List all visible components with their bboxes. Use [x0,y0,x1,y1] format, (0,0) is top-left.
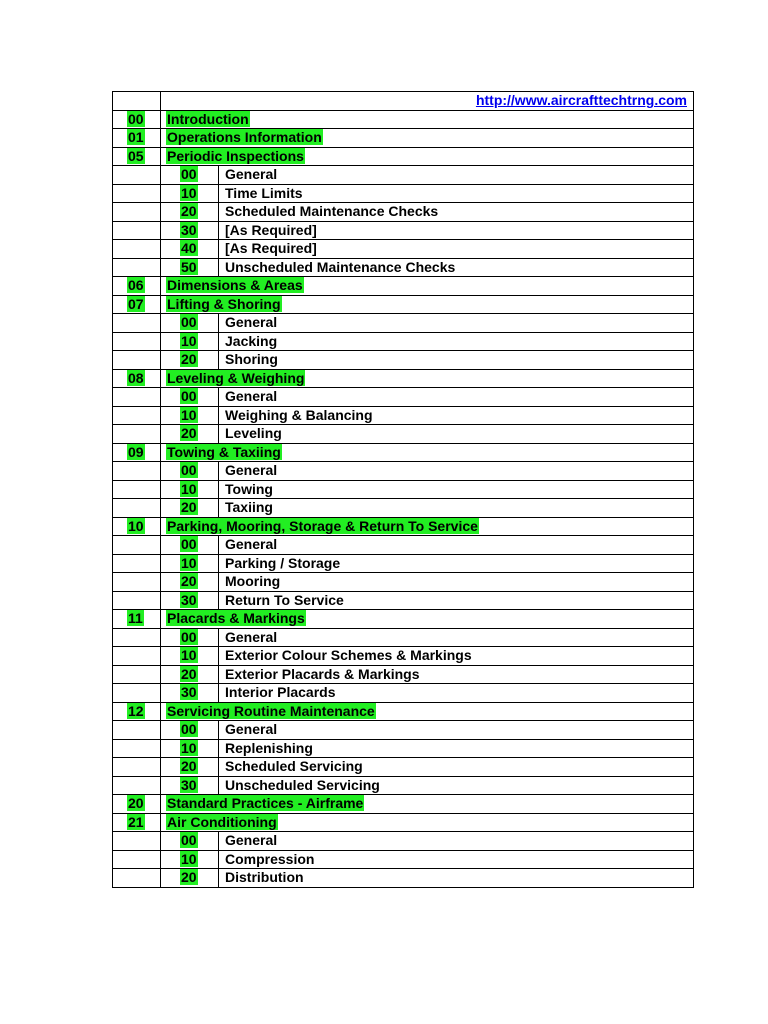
section-row [113,850,694,869]
section-title-cell [219,480,694,499]
chapter-title-cell [161,443,694,462]
section-code: 00 [181,536,197,553]
section-code-cell [161,684,219,703]
section-blank-cell [113,388,161,407]
section-title-cell [219,221,694,240]
section-code-cell [161,573,219,592]
chapter-title-cell [161,295,694,314]
website-link[interactable]: http://www.aircrafttechtrng.com [475,92,687,109]
section-code: 10 [181,647,197,664]
section-row [113,184,694,203]
section-title: Distribution [225,869,304,886]
section-title-cell [219,184,694,203]
section-code-cell [161,221,219,240]
chapter-title: Dimensions & Areas [167,277,303,294]
section-row [113,203,694,222]
ata-table-body [113,92,694,888]
section-blank-cell [113,739,161,758]
chapter-code-cell [113,813,161,832]
section-code-cell [161,776,219,795]
section-blank-cell [113,258,161,277]
ata-chapter-table [112,91,694,888]
section-code-cell [161,721,219,740]
url-row [113,92,694,111]
section-title-cell [219,388,694,407]
section-row [113,536,694,555]
section-title: Scheduled Maintenance Checks [225,203,439,220]
section-title: General [225,388,278,405]
chapter-code: 05 [128,147,144,164]
chapter-title-cell [161,813,694,832]
section-row [113,776,694,795]
section-code-cell [161,850,219,869]
section-row [113,314,694,333]
section-blank-cell [113,351,161,370]
section-title: Return To Service [225,591,344,608]
section-blank-cell [113,240,161,259]
chapter-code-cell [113,517,161,536]
section-code: 20 [181,573,197,590]
section-code: 20 [181,499,197,516]
section-blank-cell [113,332,161,351]
chapter-row [113,110,694,129]
section-row [113,758,694,777]
chapter-code-cell [113,277,161,296]
section-title: General [225,536,278,553]
section-title-cell [219,240,694,259]
section-code-cell [161,351,219,370]
chapter-code-cell [113,129,161,148]
chapter-row [113,517,694,536]
section-blank-cell [113,832,161,851]
section-title: Shoring [225,351,278,368]
section-title: Time Limits [225,184,303,201]
section-blank-cell [113,869,161,888]
chapter-title: Periodic Inspections [167,147,304,164]
section-title-cell [219,739,694,758]
section-title-cell [219,314,694,333]
section-title-cell [219,647,694,666]
section-row [113,554,694,573]
section-code: 00 [181,628,197,645]
section-title-cell [219,166,694,185]
chapter-code: 11 [128,610,143,627]
section-code: 30 [181,221,197,238]
chapter-title-cell [161,610,694,629]
section-code: 10 [181,554,197,571]
chapter-title: Towing & Taxiing [167,443,281,460]
section-title: [As Required] [225,240,317,257]
chapter-code: 20 [128,795,144,812]
chapter-title: Air Conditioning [167,813,277,830]
section-row [113,221,694,240]
section-blank-cell [113,591,161,610]
section-code-cell [161,388,219,407]
chapter-code: 00 [128,110,144,127]
section-code: 10 [181,184,197,201]
chapter-code: 09 [128,443,144,460]
section-title-cell [219,203,694,222]
section-row [113,388,694,407]
chapter-title-cell [161,110,694,129]
chapter-code-cell [113,702,161,721]
chapter-title: Operations Information [167,129,322,146]
section-row [113,462,694,481]
section-row [113,684,694,703]
section-blank-cell [113,406,161,425]
section-code-cell [161,332,219,351]
section-title: Exterior Placards & Markings [225,665,420,682]
chapter-row [113,369,694,388]
section-title: Scheduled Servicing [225,758,363,775]
section-code-cell [161,665,219,684]
section-blank-cell [113,573,161,592]
section-code: 20 [181,425,197,442]
section-blank-cell [113,536,161,555]
section-code-cell [161,554,219,573]
section-title-cell [219,758,694,777]
chapter-title: Standard Practices - Airframe [167,795,364,812]
chapter-code-cell [113,147,161,166]
chapter-title: Introduction [167,110,249,127]
section-code: 10 [181,850,197,867]
chapter-row [113,129,694,148]
chapter-title-cell [161,517,694,536]
section-row [113,591,694,610]
section-row [113,480,694,499]
chapter-code: 12 [128,702,144,719]
section-code: 20 [181,758,197,775]
section-title: Jacking [225,332,278,349]
section-blank-cell [113,758,161,777]
section-blank-cell [113,184,161,203]
chapter-title: Servicing Routine Maintenance [167,702,375,719]
section-code: 20 [181,351,197,368]
chapter-title-cell [161,702,694,721]
section-code: 20 [181,665,197,682]
section-blank-cell [113,221,161,240]
section-code-cell [161,832,219,851]
section-title-cell [219,554,694,573]
chapter-title-cell [161,129,694,148]
section-row [113,425,694,444]
section-title: Unscheduled Servicing [225,776,380,793]
section-title: Compression [225,850,315,867]
section-row [113,665,694,684]
chapter-title-cell [161,147,694,166]
section-code: 30 [181,684,197,701]
chapter-code-cell [113,443,161,462]
section-title-cell [219,536,694,555]
chapter-title-cell [161,795,694,814]
section-title: Interior Placards [225,684,336,701]
chapter-title-cell [161,369,694,388]
section-title-cell [219,332,694,351]
section-blank-cell [113,647,161,666]
chapter-row [113,443,694,462]
section-row [113,499,694,518]
section-code: 20 [181,203,197,220]
section-code: 00 [181,832,197,849]
section-code: 10 [181,406,197,423]
section-code-cell [161,628,219,647]
section-blank-cell [113,425,161,444]
section-row [113,647,694,666]
section-title-cell [219,776,694,795]
section-title: Taxiing [225,499,273,516]
chapter-row [113,277,694,296]
section-code: 00 [181,314,197,331]
chapter-title-cell [161,277,694,296]
section-code: 20 [181,869,197,886]
section-row [113,258,694,277]
section-title-cell [219,850,694,869]
chapter-code-cell [113,110,161,129]
section-title-cell [219,462,694,481]
section-blank-cell [113,554,161,573]
chapter-code-cell [113,369,161,388]
chapter-row [113,295,694,314]
chapter-code: 08 [128,369,144,386]
section-blank-cell [113,203,161,222]
section-blank-cell [113,166,161,185]
chapter-title: Leveling & Weighing [167,369,305,386]
section-title-cell [219,573,694,592]
section-code: 00 [181,166,197,183]
section-title: Leveling [225,425,282,442]
section-title-cell [219,406,694,425]
chapter-code: 01 [128,129,144,146]
section-row [113,869,694,888]
section-code: 10 [181,739,197,756]
section-title-cell [219,869,694,888]
section-title-cell [219,721,694,740]
section-code-cell [161,758,219,777]
section-code: 00 [181,388,197,405]
section-row [113,332,694,351]
chapter-code-cell [113,795,161,814]
section-title: General [225,314,278,331]
chapter-code: 10 [128,517,144,534]
section-code: 10 [181,480,197,497]
section-title-cell [219,665,694,684]
section-row [113,240,694,259]
chapter-title: Placards & Markings [167,610,305,627]
section-row [113,406,694,425]
section-code-cell [161,184,219,203]
section-title: General [225,166,278,183]
section-title: Towing [225,480,273,497]
url-row-blank-cell [113,92,161,111]
section-blank-cell [113,850,161,869]
section-title: [As Required] [225,221,317,238]
section-title: Weighing & Balancing [225,406,373,423]
chapter-row [113,610,694,629]
section-title: General [225,628,278,645]
section-blank-cell [113,684,161,703]
section-code-cell [161,462,219,481]
section-title: Parking / Storage [225,554,341,571]
section-blank-cell [113,776,161,795]
chapter-row [113,795,694,814]
section-code-cell [161,240,219,259]
section-code: 30 [181,591,197,608]
chapter-code: 06 [128,277,144,294]
section-code: 40 [181,240,197,257]
section-code: 50 [181,258,197,275]
section-title-cell [219,628,694,647]
section-blank-cell [113,480,161,499]
section-code-cell [161,425,219,444]
section-code-cell [161,739,219,758]
section-code: 10 [181,332,197,349]
section-row [113,721,694,740]
section-code-cell [161,258,219,277]
section-title: General [225,721,278,738]
section-blank-cell [113,628,161,647]
section-row [113,166,694,185]
section-row [113,628,694,647]
section-code-cell [161,536,219,555]
chapter-title: Lifting & Shoring [167,295,281,312]
chapter-code-cell [113,610,161,629]
section-code-cell [161,314,219,333]
section-blank-cell [113,499,161,518]
chapter-code-cell [113,295,161,314]
section-blank-cell [113,462,161,481]
section-title: Mooring [225,573,281,590]
section-row [113,832,694,851]
section-title: General [225,832,278,849]
section-blank-cell [113,665,161,684]
chapter-row [113,702,694,721]
section-code-cell [161,166,219,185]
chapter-row [113,813,694,832]
chapter-title: Parking, Mooring, Storage & Return To Service [167,517,478,534]
chapter-code: 07 [128,295,144,312]
section-row [113,573,694,592]
section-code-cell [161,647,219,666]
section-blank-cell [113,314,161,333]
section-title-cell [219,258,694,277]
section-code: 00 [181,462,197,479]
chapter-code: 21 [128,813,144,830]
url-cell [161,92,694,111]
section-title-cell [219,425,694,444]
section-code: 00 [181,721,197,738]
section-title: Replenishing [225,739,313,756]
section-code-cell [161,480,219,499]
section-title-cell [219,351,694,370]
section-code-cell [161,869,219,888]
section-title: Unscheduled Maintenance Checks [225,258,456,275]
section-row [113,351,694,370]
section-code-cell [161,406,219,425]
section-row [113,739,694,758]
section-title-cell [219,832,694,851]
section-title-cell [219,591,694,610]
section-title: General [225,462,278,479]
chapter-row [113,147,694,166]
section-title: Exterior Colour Schemes & Markings [225,647,472,664]
section-title-cell [219,684,694,703]
section-blank-cell [113,721,161,740]
section-code-cell [161,499,219,518]
section-code: 30 [181,776,197,793]
section-title-cell [219,499,694,518]
section-code-cell [161,591,219,610]
section-code-cell [161,203,219,222]
